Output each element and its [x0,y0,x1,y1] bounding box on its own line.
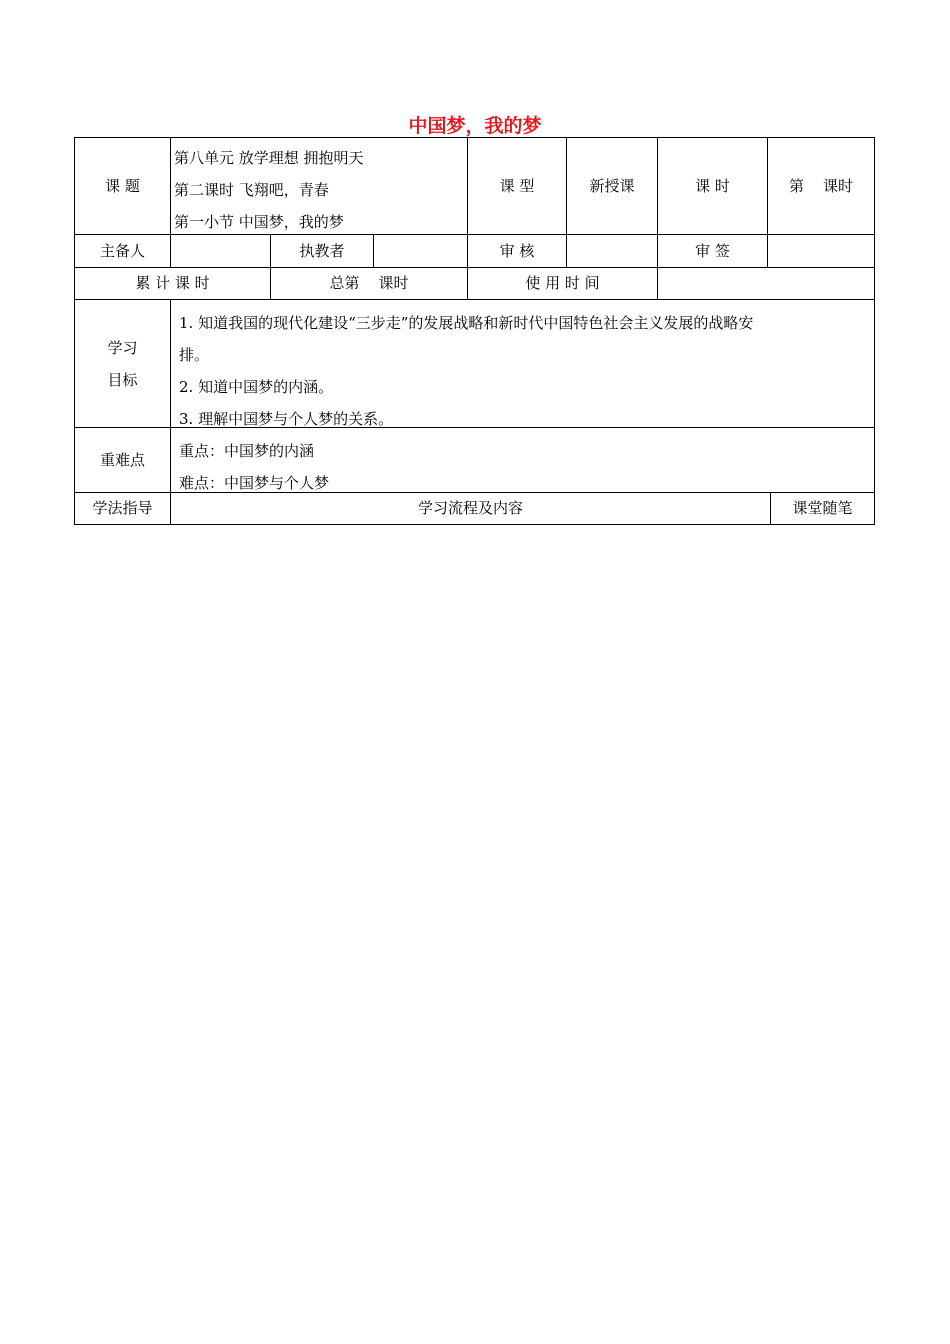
objectives-label [75,300,170,427]
lesson-hours-label: 课 时 [695,176,730,195]
document-title: 中国梦，我的梦 [408,115,542,137]
topic-content [174,142,364,238]
lesson-hours-value: 第 课时 [788,176,854,195]
col-divider [170,138,171,267]
usage-time-label: 使 用 时 间 [525,274,600,292]
objective-item: 1. 知道我国的现代化建设“三步走”的发展战略和新时代中国特色社会主义发展的战略安 [179,314,754,332]
objectives-label-line: 目标 [107,370,138,389]
topic-line: 第二课时 飞翔吧，青春 [174,181,329,199]
class-notes-label: 课堂随笔 [792,499,853,517]
topic-line: 第一小节 中国梦，我的梦 [174,213,344,231]
study-guide-label: 学法指导 [92,499,153,517]
review-label: 审 核 [499,241,535,260]
teacher-label: 执教者 [299,241,345,260]
learning-process-label: 学习流程及内容 [417,499,523,517]
sign-label: 审 签 [695,241,730,260]
col-divider [170,299,171,524]
lesson-plan-table [74,137,875,525]
lesson-type-value: 新授课 [589,176,635,195]
row-divider [75,299,874,300]
objective-item: 排。 [179,346,210,364]
difficult-point: 难点：中国梦与个人梦 [179,474,330,492]
cumulative-hours-label: 累 计 课 时 [135,274,210,292]
key-point: 重点：中国梦的内涵 [179,442,315,460]
lesson-type-label: 课 型 [499,176,535,195]
objective-item: 3. 理解中国梦与个人梦的关系。 [179,410,394,428]
topic-line: 第八单元 放学理想 拥抱明天 [174,149,364,167]
total-hours-label: 总第 课时 [329,274,409,292]
preparer-label: 主备人 [99,241,145,260]
topic-label: 课 题 [105,176,140,195]
objective-item: 2. 知道中国梦的内涵。 [179,378,334,396]
key-points-label: 重难点 [99,450,145,469]
col-divider [373,234,374,267]
objectives-label-line: 学习 [107,338,138,357]
